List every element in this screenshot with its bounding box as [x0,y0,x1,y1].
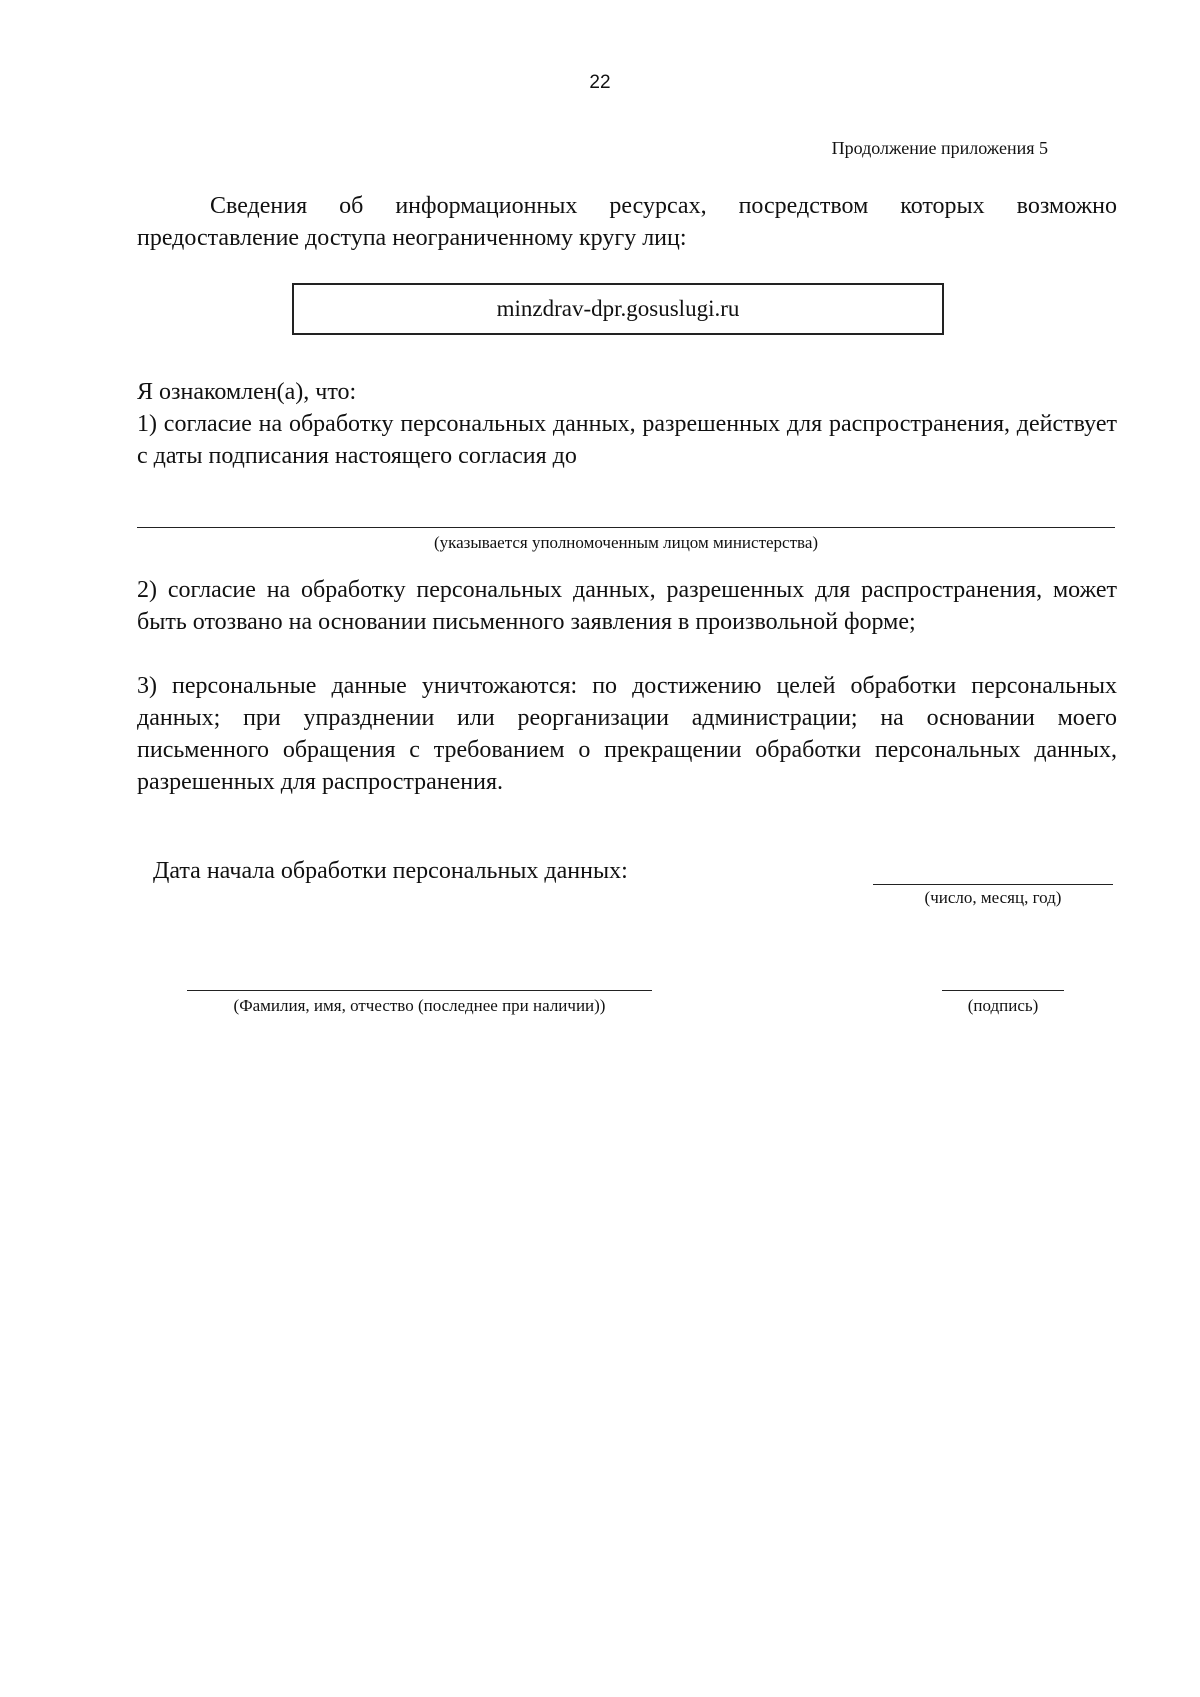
signature-line [942,990,1064,991]
full-name-caption: (Фамилия, имя, отчество (последнее при наличии)) [233,996,606,1015]
signature-caption: (подпись) [967,996,1039,1015]
start-date-line [873,884,1113,885]
info-resources-heading: Сведения об информационных ресурсах, посредством которых возможно предоставление доступа неограниченному кругу лиц: [137,193,1117,251]
validity-date-line [137,527,1115,528]
appendix-continuation: Продолжение приложения 5 [831,138,1048,158]
acknowledgement-item-1: 1) согласие на обработку персональных данных, разрешенных для распространения, действует с даты подписания настоящего согласия до [137,411,1117,469]
start-date-caption: (число, месяц, год) [924,888,1062,907]
validity-date-caption: (указывается уполномоченным лицом министерства) [433,533,819,552]
start-date-label: Дата начала обработки персональных данных: [153,858,628,884]
page-number: 22 [589,72,611,93]
resource-url-box [292,283,944,335]
acknowledgement-intro: Я ознакомлен(а), что: [137,379,357,405]
resource-url: minzdrav-dpr.gosuslugi.ru [496,296,740,321]
acknowledgement-item-3: 3) персональные данные уничтожаются: по достижению целей обработки персональных данных; при упразднении или реорганизации администрации; на основании моего письменного обращения с требованием о прекращении обработки персональных данных, разрешенных для распространения. [137,673,1117,795]
acknowledgement-item-2: 2) согласие на обработку персональных данных, разрешенных для распространения, может быть отозвано на основании письменного заявления в произвольной форме; [137,577,1117,635]
full-name-line [187,990,652,991]
